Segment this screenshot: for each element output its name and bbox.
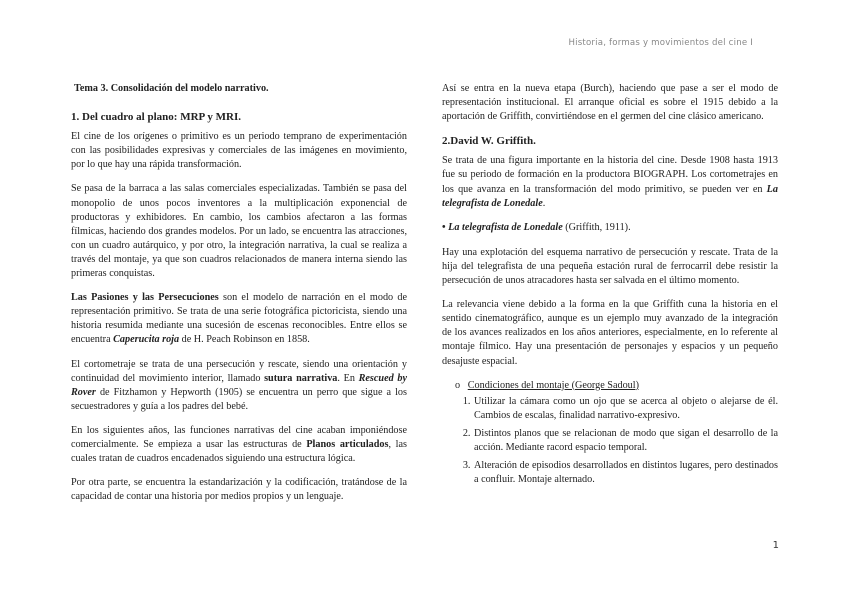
- bullet-film: • La telegrafista de Lonedale (Griffith, 1911).: [442, 221, 631, 233]
- bullet-icon: •: [442, 221, 446, 233]
- paragraph-barraca: Se pasa de la barraca a las salas comerciales especializadas. También se pasa del monopolio de unos pocos inventores a la multiplicación exponencial de productoras y exhibidores. En cambio, los cambios afectaron a las formas fílmicas, haciendo dos grandes modelos. Por un lado, se encuentra las atracciones, con un cuadro autárquico, y por otro, la integración narrativa, la cual se realiza a través del montaje, ya que son cuadros relacionados de manera interna siendo las primeras conquistas.: [71, 183, 407, 280]
- list-item: 3. Alteración de episodios desarrollados en distintos lugares, pero destinados a confluir. Montaje alternado.: [473, 459, 778, 487]
- right-column: [442, 82, 778, 491]
- topic-title: Tema 3. Consolidación del modelo narrativo.: [74, 83, 269, 94]
- paragraph-estandarizacion: Por otra parte, se encuentra la estandarización y la codificación, tratándose de la capacidad de contar una historia por medios propios y un lenguaje.: [71, 477, 407, 503]
- page-number: 1: [772, 540, 779, 551]
- paragraph-griffith: Se trata de una figura importante en la historia del cine. Desde 1908 hasta 1913 fue su periodo de formación en la productora BIOGRAPH. Los cortometrajes en los que avanza en la transformación del modo primitivo, se pueden ver en La telegrafista de Lonedale.: [442, 155, 778, 209]
- section-heading-1: 1. Del cuadro al plano: MRP y MRI.: [71, 111, 241, 124]
- circle-bullet-icon: o: [455, 379, 461, 391]
- section-heading-2: 2.David W. Griffith.: [442, 135, 536, 148]
- paragraph-cortometraje: El cortometraje se trata de una persecución y rescate, siendo una orientación y continuidad del movimiento interior, llamado sutura narrativa. En Rescued by Rover de Fitzhamon y Hepworth (1905) se encuentra un perro que sigue a los secuestradores y guía a los padres del bebé.: [71, 358, 407, 412]
- paragraph-esquema: Hay una explotación del esquema narrativo de persecución y rescate. Trata de la hija del telegrafista de una pequeña estación rural de ferrocarril debe resistir la persecución de unos atracadores hasta ser salvada en el último momento.: [442, 246, 778, 287]
- paragraph-origins: El cine de los orígenes o primitivo es un periodo temprano de experimentación con las posibilidades expresivas y comerciales de las imágenes en movimiento, por lo que hay una rápida transformación.: [71, 131, 407, 171]
- left-column: [71, 82, 407, 514]
- paragraph-burch: Así se entra en la nueva etapa (Burch), haciendo que pase a ser el modo de representación institucional. El arranque oficial es sobre el 1915 debido a la aportación de Griffith, convirtiéndose en el germen del cine clásico americano.: [442, 83, 778, 123]
- conditions-list: [455, 395, 778, 488]
- running-header: Historia, formas y movimientos del cine I: [568, 38, 753, 48]
- paragraph-relevancia: La relevancia viene debido a la forma en la que Griffith cuna la historia en el sentido cinematográfico, aunque es un ejemplo muy avanzado de la integración de los avances realizados en los años anteriores, especialmente, en lo referente al montaje fílmico. Hay una presentación de personajes y espacios y un pequeño desajuste espacial.: [442, 299, 778, 367]
- list-item: 2. Distintos planos que se relacionan de modo que sigan el desarrollo de la acción. Mediante racord espacio temporal.: [473, 427, 778, 455]
- montage-conditions: o Condiciones del montaje (George Sadoul) 1. Utilizar la cámara como un ojo que se acerca al objeto o alejarse de él. Cambios de escalas, finalidad narrativo-expresivo. 2. Distintos planos que se relacionan de modo que sigan el desarrollo de la acción. Mediante racord espacio temporal. 3. Alteración de episodios desarrollados en distintos lugares, pero destinados a confluir. Montaje alternado.: [442, 379, 778, 488]
- paragraph-pasiones: Las Pasiones y las Persecuciones son el modelo de narración en el modo de representación primitivo. Se trata de una serie fotográfica pictoricista, siendo una historia resumida mediante una sucesión de escenas reconocibles. Entre ellos se encuentra Caperucita roja de H. Peach Robinson en 1858.: [71, 292, 407, 346]
- paragraph-planos: En los siguientes años, las funciones narrativas del cine acaban imponiéndose comercialmente. Se empieza a usar las estructuras de Planos articulados, las cuales tratan de cuadros encadenados siguiendo una estructura lógica.: [71, 424, 407, 465]
- list-item: 1. Utilizar la cámara como un ojo que se acerca al objeto o alejarse de él. Cambios de escalas, finalidad narrativo-expresivo.: [473, 395, 778, 423]
